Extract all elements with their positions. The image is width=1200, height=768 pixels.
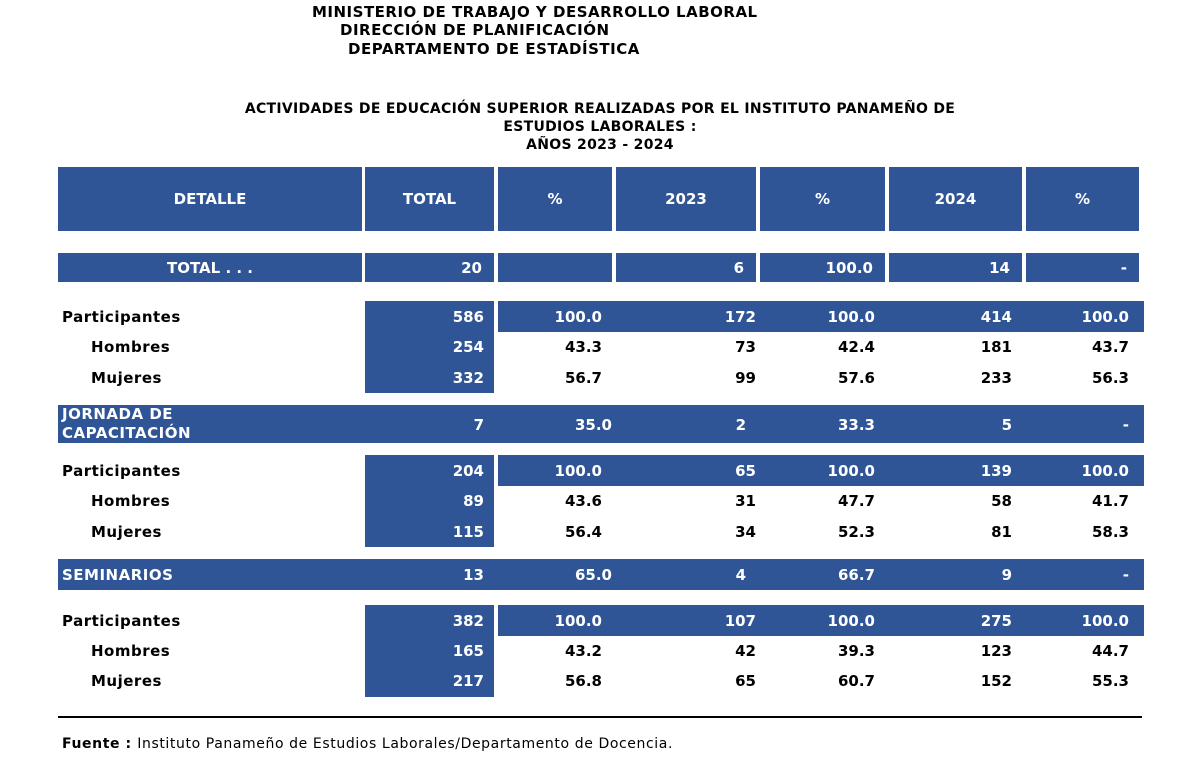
men-label: Hombres xyxy=(91,642,171,660)
col-header-2023: 2023 xyxy=(616,167,756,231)
women-2024: 233 xyxy=(980,369,1012,387)
men-pct: 43.2 xyxy=(564,642,602,660)
col-header-detalle: DETALLE xyxy=(58,167,362,231)
category-seminarios-2023: 4 xyxy=(735,566,746,584)
source-note xyxy=(62,736,673,752)
men-pct: 43.3 xyxy=(564,338,602,356)
men-label: Hombres xyxy=(91,492,171,510)
total-row-pct-2023: 100.0 xyxy=(760,253,885,282)
category-seminarios-pct-2024: - xyxy=(1122,566,1129,584)
women-pct-2023: 57.6 xyxy=(837,369,875,387)
participants-pct-2024: 100.0 xyxy=(1081,612,1129,630)
participants-2023: 65 xyxy=(735,462,756,480)
col-header-pct-2024: % xyxy=(1026,167,1139,231)
men-2024: 58 xyxy=(991,492,1012,510)
women-pct: 56.7 xyxy=(564,369,602,387)
participants-pct-2023: 100.0 xyxy=(827,612,875,630)
category-seminarios-2024: 9 xyxy=(1001,566,1012,584)
total-row-pct xyxy=(498,253,612,282)
men-2023: 31 xyxy=(735,492,756,510)
participants-label: Participantes xyxy=(62,462,181,480)
col-header-pct: % xyxy=(498,167,612,231)
women-label: Mujeres xyxy=(91,369,162,387)
participants-label: Participantes xyxy=(62,308,181,326)
women-2024: 81 xyxy=(991,523,1012,541)
category-seminarios-total: 13 xyxy=(463,566,484,584)
men-2023: 73 xyxy=(735,338,756,356)
women-2023: 65 xyxy=(735,672,756,690)
participants-total: 204 xyxy=(452,462,484,480)
women-pct: 56.8 xyxy=(564,672,602,690)
total-row-label: TOTAL . . . xyxy=(58,253,362,282)
category-jornada-2024: 5 xyxy=(1001,416,1012,434)
women-2023: 99 xyxy=(735,369,756,387)
total-row-2023: 6 xyxy=(616,253,756,282)
men-pct: 43.6 xyxy=(564,492,602,510)
ministry-name: MINISTERIO DE TRABAJO Y DESARROLLO LABORAL xyxy=(312,3,758,21)
women-total: 217 xyxy=(452,672,484,690)
category-seminarios-pct-2023: 66.7 xyxy=(837,566,875,584)
department-name: DEPARTAMENTO DE ESTADÍSTICA xyxy=(348,40,640,58)
men-pct-2023: 42.4 xyxy=(837,338,875,356)
category-label-jornada: JORNADA DE CAPACITACIÓN xyxy=(62,405,192,442)
men-total: 165 xyxy=(452,642,484,660)
women-label: Mujeres xyxy=(91,672,162,690)
men-2024: 123 xyxy=(980,642,1012,660)
participants-label: Participantes xyxy=(62,612,181,630)
category-jornada-2023: 2 xyxy=(735,416,746,434)
men-label: Hombres xyxy=(91,338,171,356)
men-pct-2024: 41.7 xyxy=(1091,492,1129,510)
col-header-total: TOTAL xyxy=(365,167,494,231)
women-total: 115 xyxy=(452,523,484,541)
women-pct-2024: 58.3 xyxy=(1091,523,1129,541)
source-text: Instituto Panameño de Estudios Laborales/Departamento de Docencia. xyxy=(137,736,674,752)
category-seminarios-pct: 65.0 xyxy=(574,566,612,584)
men-total: 254 xyxy=(452,338,484,356)
men-pct-2023: 47.7 xyxy=(837,492,875,510)
category-jornada-pct-2023: 33.3 xyxy=(837,416,875,434)
category-jornada-pct-2024: - xyxy=(1122,416,1129,434)
participants-pct: 100.0 xyxy=(554,308,602,326)
participants-total: 586 xyxy=(452,308,484,326)
total-row-2024: 14 xyxy=(889,253,1022,282)
participants-2024: 275 xyxy=(980,612,1012,630)
women-total: 332 xyxy=(452,369,484,387)
women-pct-2023: 52.3 xyxy=(837,523,875,541)
category-label-seminarios: SEMINARIOS xyxy=(62,566,174,584)
men-2024: 181 xyxy=(980,338,1012,356)
participants-pct: 100.0 xyxy=(554,462,602,480)
table-title-line3: AÑOS 2023 - 2024 xyxy=(526,137,674,153)
women-label: Mujeres xyxy=(91,523,162,541)
direction-name: DIRECCIÓN DE PLANIFICACIÓN xyxy=(340,21,610,39)
footer-divider xyxy=(58,716,1142,718)
women-pct-2024: 56.3 xyxy=(1091,369,1129,387)
participants-pct-2024: 100.0 xyxy=(1081,308,1129,326)
participants-pct-2023: 100.0 xyxy=(827,308,875,326)
men-pct-2023: 39.3 xyxy=(837,642,875,660)
participants-2024: 139 xyxy=(980,462,1012,480)
participants-pct-2024: 100.0 xyxy=(1081,462,1129,480)
women-pct-2024: 55.3 xyxy=(1091,672,1129,690)
men-total: 89 xyxy=(463,492,484,510)
women-2024: 152 xyxy=(980,672,1012,690)
category-jornada-pct: 35.0 xyxy=(574,416,612,434)
participants-2024: 414 xyxy=(980,308,1012,326)
women-2023: 34 xyxy=(735,523,756,541)
category-jornada-total: 7 xyxy=(473,416,484,434)
women-pct: 56.4 xyxy=(564,523,602,541)
table-title-line2: ESTUDIOS LABORALES : xyxy=(503,119,697,135)
table-title-line1: ACTIVIDADES DE EDUCACIÓN SUPERIOR REALIZADAS POR EL INSTITUTO PANAMEÑO DE xyxy=(244,101,956,117)
men-2023: 42 xyxy=(735,642,756,660)
participants-2023: 172 xyxy=(724,308,756,326)
col-header-2024: 2024 xyxy=(889,167,1022,231)
participants-pct-2023: 100.0 xyxy=(827,462,875,480)
women-pct-2023: 60.7 xyxy=(837,672,875,690)
total-row-total: 20 xyxy=(365,253,494,282)
total-row-pct-2024: - xyxy=(1026,253,1139,282)
source-label: Fuente : xyxy=(62,736,132,752)
participants-pct: 100.0 xyxy=(554,612,602,630)
participants-2023: 107 xyxy=(724,612,756,630)
col-header-pct-2023: % xyxy=(760,167,885,231)
men-pct-2024: 44.7 xyxy=(1091,642,1129,660)
participants-total: 382 xyxy=(452,612,484,630)
men-pct-2024: 43.7 xyxy=(1091,338,1129,356)
